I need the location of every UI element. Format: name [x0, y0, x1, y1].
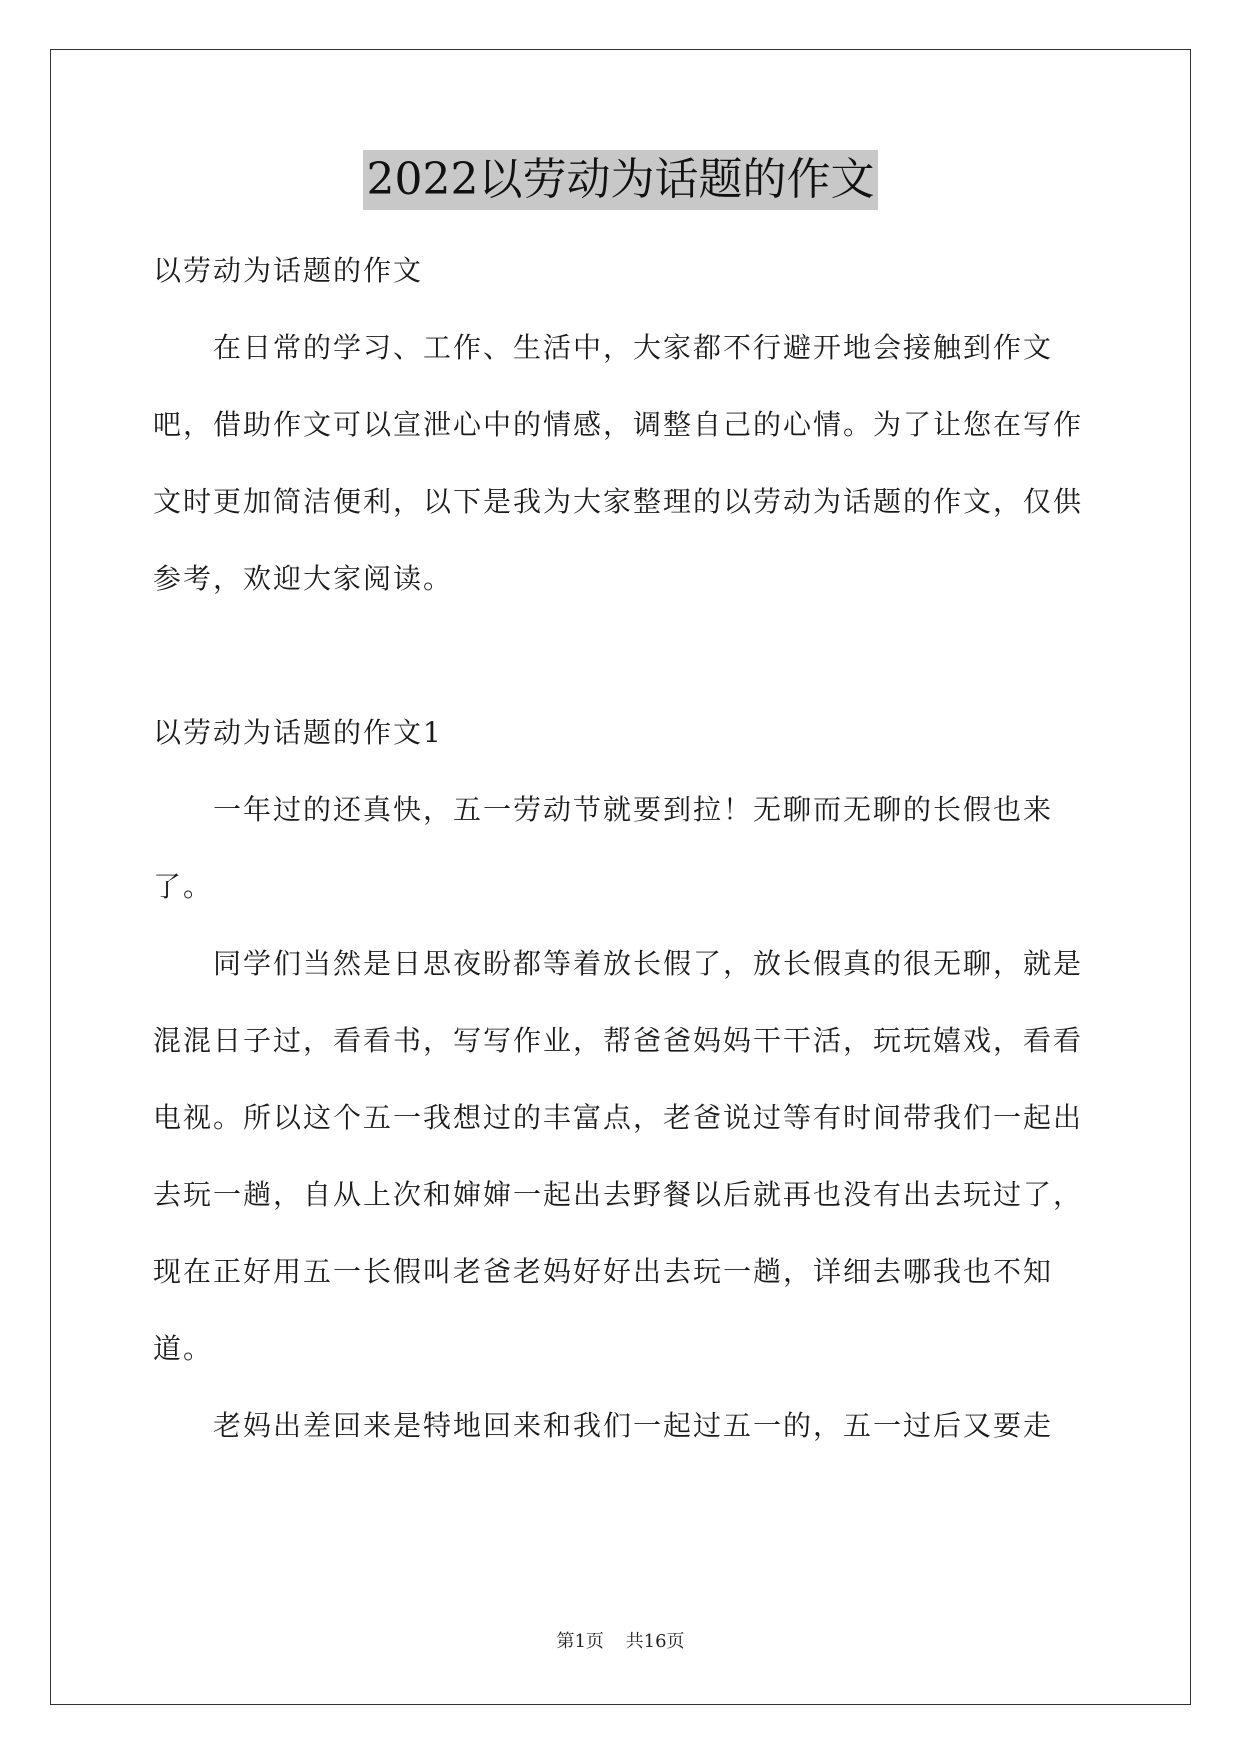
paragraph: 同学们当然是日思夜盼都等着放长假了，放长假真的很无聊，就是混混日子过，看看书，写写作业，帮爸爸妈妈干干活，玩玩嬉戏，看看电视。所以这个五一我想过的丰富点，老爸说过等有时间带我们一起出去玩一趟，自从上次和婶婶一起出去野餐以后就再也没有出去玩过了，现在正好用五一长假叫老爸老妈好好出去玩一趟，详细去哪我也不知道。: [153, 947, 1084, 1365]
paragraph: 一年过的还真快，五一劳动节就要到拉！无聊而无聊的长假也来了。: [153, 793, 1054, 903]
page-total: 共16页: [625, 1631, 685, 1652]
title-wrap: [0, 150, 1241, 210]
page-number: 第1页: [556, 1631, 604, 1652]
document-body: [153, 232, 1089, 1464]
section-heading: 以劳动为话题的作文: [153, 254, 424, 287]
paragraph-spacer: [153, 617, 1089, 694]
paragraph: 在日常的学习、工作、生活中，大家都不行避开地会接触到作文吧，借助作文可以宣泄心中的情感，调整自己的心情。为了让您在写作文时更加简洁便利，以下是我为大家整理的以劳动为话题的作文，仅供参考，欢迎大家阅读。: [153, 331, 1084, 595]
page-footer: [0, 1627, 1241, 1653]
paragraph: 老妈出差回来是特地回来和我们一起过五一的，五一过后又要走: [213, 1409, 1054, 1442]
document-title: 2022以劳动为话题的作文: [363, 150, 879, 210]
section-heading: 以劳动为话题的作文1: [153, 716, 443, 749]
